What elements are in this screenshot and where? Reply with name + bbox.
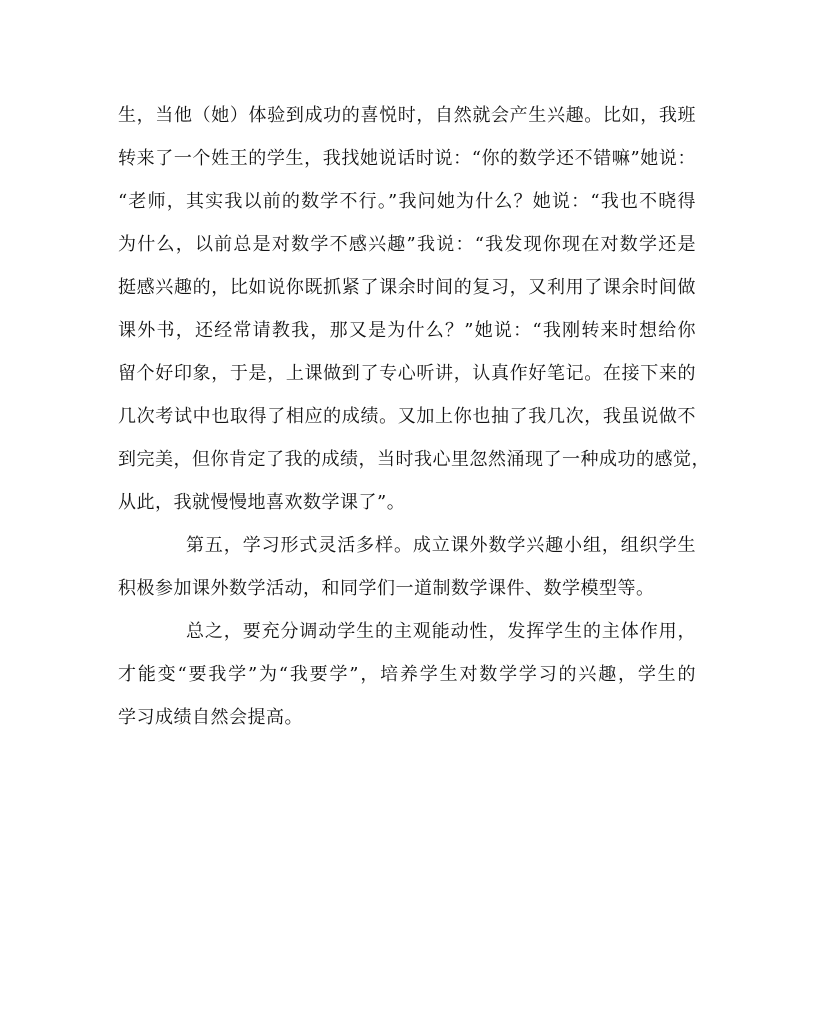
- paragraph-line: 从此，我就慢慢地喜欢数学课了”。: [118, 492, 406, 513]
- paragraph-line: 转来了一个姓王的学生，我找她说话时说：“你的数学还不错嘛”她说：: [118, 148, 696, 169]
- paragraph-line: 为什么，以前总是对数学不感兴趣”我说：“我发现你现在对数学还是: [118, 234, 696, 255]
- paragraph-line: 挺感兴趣的，比如说你既抓紧了课余时间的复习，又利用了课余时间做: [118, 277, 696, 298]
- paragraph-line: 生，当他（她）体验到成功的喜悦时，自然就会产生兴趣。比如，我班: [118, 105, 696, 126]
- paragraph-line: 几次考试中也取得了相应的成绩。又加上你也抽了我几次，我虽说做不: [118, 406, 696, 427]
- paragraph-line: 总之，要充分调动学生的主观能动性，发挥学生的主体作用，: [186, 621, 696, 642]
- paragraph-line: 学习成绩自然会提高。: [118, 707, 303, 728]
- paragraph-line: 到完美，但你肯定了我的成绩，当时我心里忽然涌现了一种成功的感觉，: [118, 449, 710, 470]
- paragraph-line: 课外书，还经常请教我，那又是为什么？”她说：“我刚转来时想给你: [118, 320, 696, 341]
- paragraph-line: 才能变“要我学”为“我要学”，培养学生对数学学习的兴趣，学生的: [118, 664, 696, 685]
- paragraph-line: 积极参加课外数学活动，和同学们一道制数学课件、数学模型等。: [118, 578, 655, 599]
- paragraph-line: “老师，其实我以前的数学不行。”我问她为什么？她说：“我也不晓得: [118, 191, 696, 212]
- paragraph-line: 留个好印象，于是，上课做到了专心听讲，认真作好笔记。在接下来的: [118, 363, 696, 384]
- paragraph-line: 第五，学习形式灵活多样。成立课外数学兴趣小组，组织学生: [186, 535, 696, 556]
